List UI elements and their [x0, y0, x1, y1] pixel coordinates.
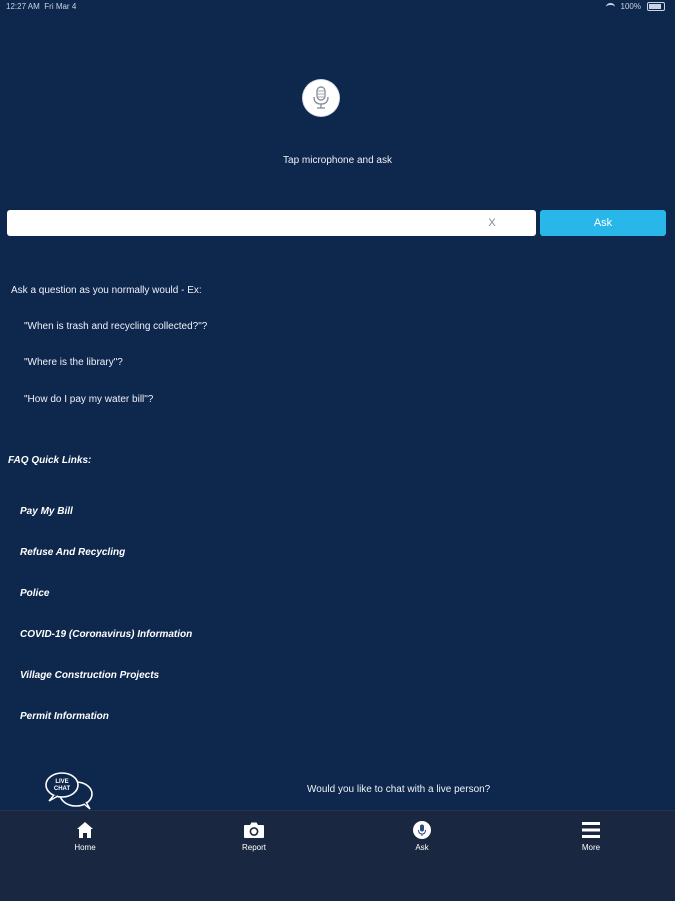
live-chat-prompt[interactable]: Would you like to chat with a live person?: [307, 784, 491, 795]
status-date: Fri Mar 4: [44, 2, 77, 11]
tab-report[interactable]: [214, 819, 294, 852]
faq-link-construction-projects[interactable]: Village Construction Projects: [20, 670, 160, 681]
live-chat-icon-text: LIVE: [55, 779, 69, 785]
home-icon: [76, 821, 94, 839]
battery-icon: [647, 2, 665, 11]
live-chat-icon[interactable]: [44, 770, 96, 810]
menu-icon: [581, 821, 601, 839]
example-question: "When is trash and recycling collected?"?: [24, 321, 208, 332]
tab-label: Home: [74, 843, 96, 852]
tab-label: More: [581, 843, 601, 852]
live-chat-icon-text: CHAT: [53, 786, 71, 792]
example-question: "Where is the library"?: [24, 357, 123, 368]
faq-link-pay-my-bill[interactable]: Pay My Bill: [20, 506, 73, 517]
faq-link-permit-information[interactable]: Permit Information: [20, 711, 109, 722]
status-right: [606, 2, 665, 11]
question-input[interactable]: [7, 210, 536, 236]
faq-link-police[interactable]: Police: [20, 588, 50, 599]
example-question: "How do I pay my water bill"?: [24, 394, 154, 405]
status-bar: [0, 0, 675, 14]
battery-percent: 100%: [620, 2, 641, 11]
faq-link-covid-19[interactable]: COVID-19 (Coronavirus) Information: [20, 629, 193, 640]
hint-intro: Ask a question as you normally would - Ex:: [11, 285, 202, 296]
tab-home[interactable]: [45, 819, 125, 852]
tab-ask[interactable]: [382, 819, 462, 852]
tab-more[interactable]: [551, 819, 631, 852]
microphone-icon: [412, 820, 432, 840]
status-time: 12:27 AM: [6, 2, 40, 11]
ask-button[interactable]: Ask: [540, 210, 666, 236]
wifi-icon: [606, 3, 615, 11]
tab-label: Report: [241, 843, 266, 852]
clear-button[interactable]: X: [488, 217, 496, 229]
voice-prompt: Tap microphone and ask: [283, 155, 392, 166]
microphone-button[interactable]: [303, 80, 339, 116]
faq-title: FAQ Quick Links:: [8, 455, 92, 466]
camera-icon: [243, 821, 265, 839]
tab-label: Ask: [415, 843, 429, 852]
bottom-tab-bar: [0, 810, 675, 901]
microphone-icon: [312, 86, 330, 110]
faq-link-refuse-recycling[interactable]: Refuse And Recycling: [20, 547, 126, 558]
status-time-date: [6, 2, 76, 11]
